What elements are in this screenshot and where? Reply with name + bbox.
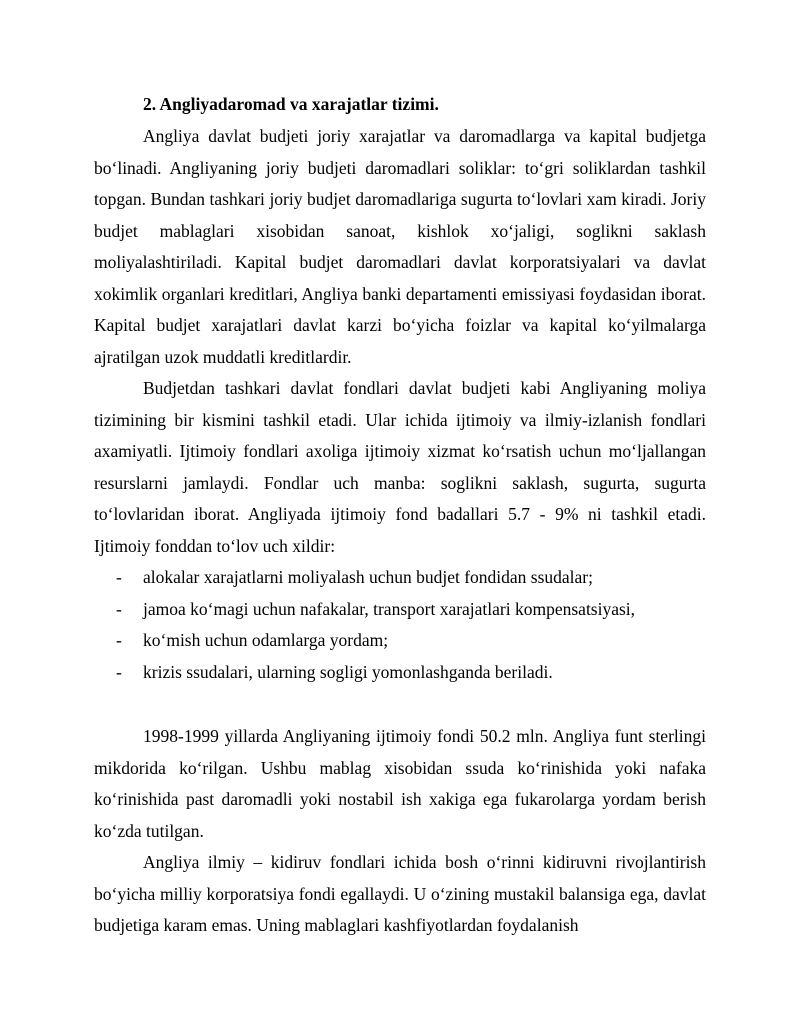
paragraph-budget-structure: Angliya davlat budjeti joriy xarajatlar va daromadlarga va kapital budjetga bo‘linadi. Angliyaning joriy budjeti daromadlari soliklar: to‘gri soliklardan tashkil topgan. Bundan tashkari joriy budjet daromadlariga sugurta to‘lovlari xam kiradi. Joriy budjet mablaglari xisobidan sanoat, kishlok xo‘jaligi, soglikni saklash moliyalashtiriladi. Kapital budjet daromadlari davlat korporatsiyalari va davlat xokimlik organlari kreditlari, Angliya banki departamenti emissiyasi foydasidan iborat. Kapital budjet xarajatlari davlat karzi bo‘yicha foizlar va kapital ko‘yilmalarga ajratilgan uzok muddatli kreditlardir. — [94, 126, 706, 367]
section-heading: 2. Angliyadaromad va xarajatlar tizimi. — [143, 94, 439, 114]
list-item — [94, 657, 706, 689]
list-item-text: jamoa ko‘magi uchun nafakalar, transport xarajatlari kompensatsiyasi, — [143, 598, 636, 619]
paragraph-extrabudgetary-funds: Budjetdan tashkari davlat fondlari davlat budjeti kabi Angliyaning moliya tizimining bir kismini tashkil etadi. Ular ichida ijtimoiy va ilmiy-izlanish fondlari axamiyatli. Ijtimoiy fondlari axoliga ijtimoiy xizmat ko‘rsatish uchun mo‘ljallangan resurslarni jamlaydi. Fondlar uch manba: soglikni saklash, sugurta, sugurta to‘lovlaridan iborat. Angliyada ijtimoiy fond badallari 5.7 - 9% ni tashkil etadi. Ijtimoiy fonddan to‘lov uch xildir: — [94, 378, 706, 556]
paragraph-research-funds: Angliya ilmiy – kidiruv fondlari ichida bosh o‘rinni kidiruvni rivojlantirish bo‘yicha milliy korporatsiya fondi egallaydi. U o‘zining mustakil balansiga ega, davlat budjetiga karam emas. Uning mablaglari kashfiyotlardan foydalanish — [94, 852, 706, 935]
list-dash: - — [116, 567, 122, 587]
list-item-text: ko‘mish uchun odamlarga yordam; — [143, 630, 389, 650]
list-dash: - — [116, 630, 122, 650]
list-item — [94, 594, 706, 626]
paragraph-social-fund-1998: 1998-1999 yillarda Angliyaning ijtimoiy fondi 50.2 mln. Angliya funt sterlingi mikdorida ko‘rilgan. Ushbu mablag xisobidan ssuda ko‘rinishida yoki nafaka ko‘rinishida past daromadli yoki nostabil ish xakiga ega fukarolarga yordam berish ko‘zda tutilgan. — [94, 726, 706, 841]
list-item — [94, 625, 706, 657]
list-item — [94, 562, 706, 594]
payment-types-list — [94, 562, 706, 688]
list-item-text: alokalar xarajatlarni moliyalash uchun budjet fondidan ssudalar; — [143, 567, 593, 587]
list-dash: - — [116, 661, 122, 682]
list-dash: - — [116, 598, 122, 619]
list-item-text: krizis ssudalari, ularning sogligi yomonlashganda beriladi. — [143, 661, 553, 682]
